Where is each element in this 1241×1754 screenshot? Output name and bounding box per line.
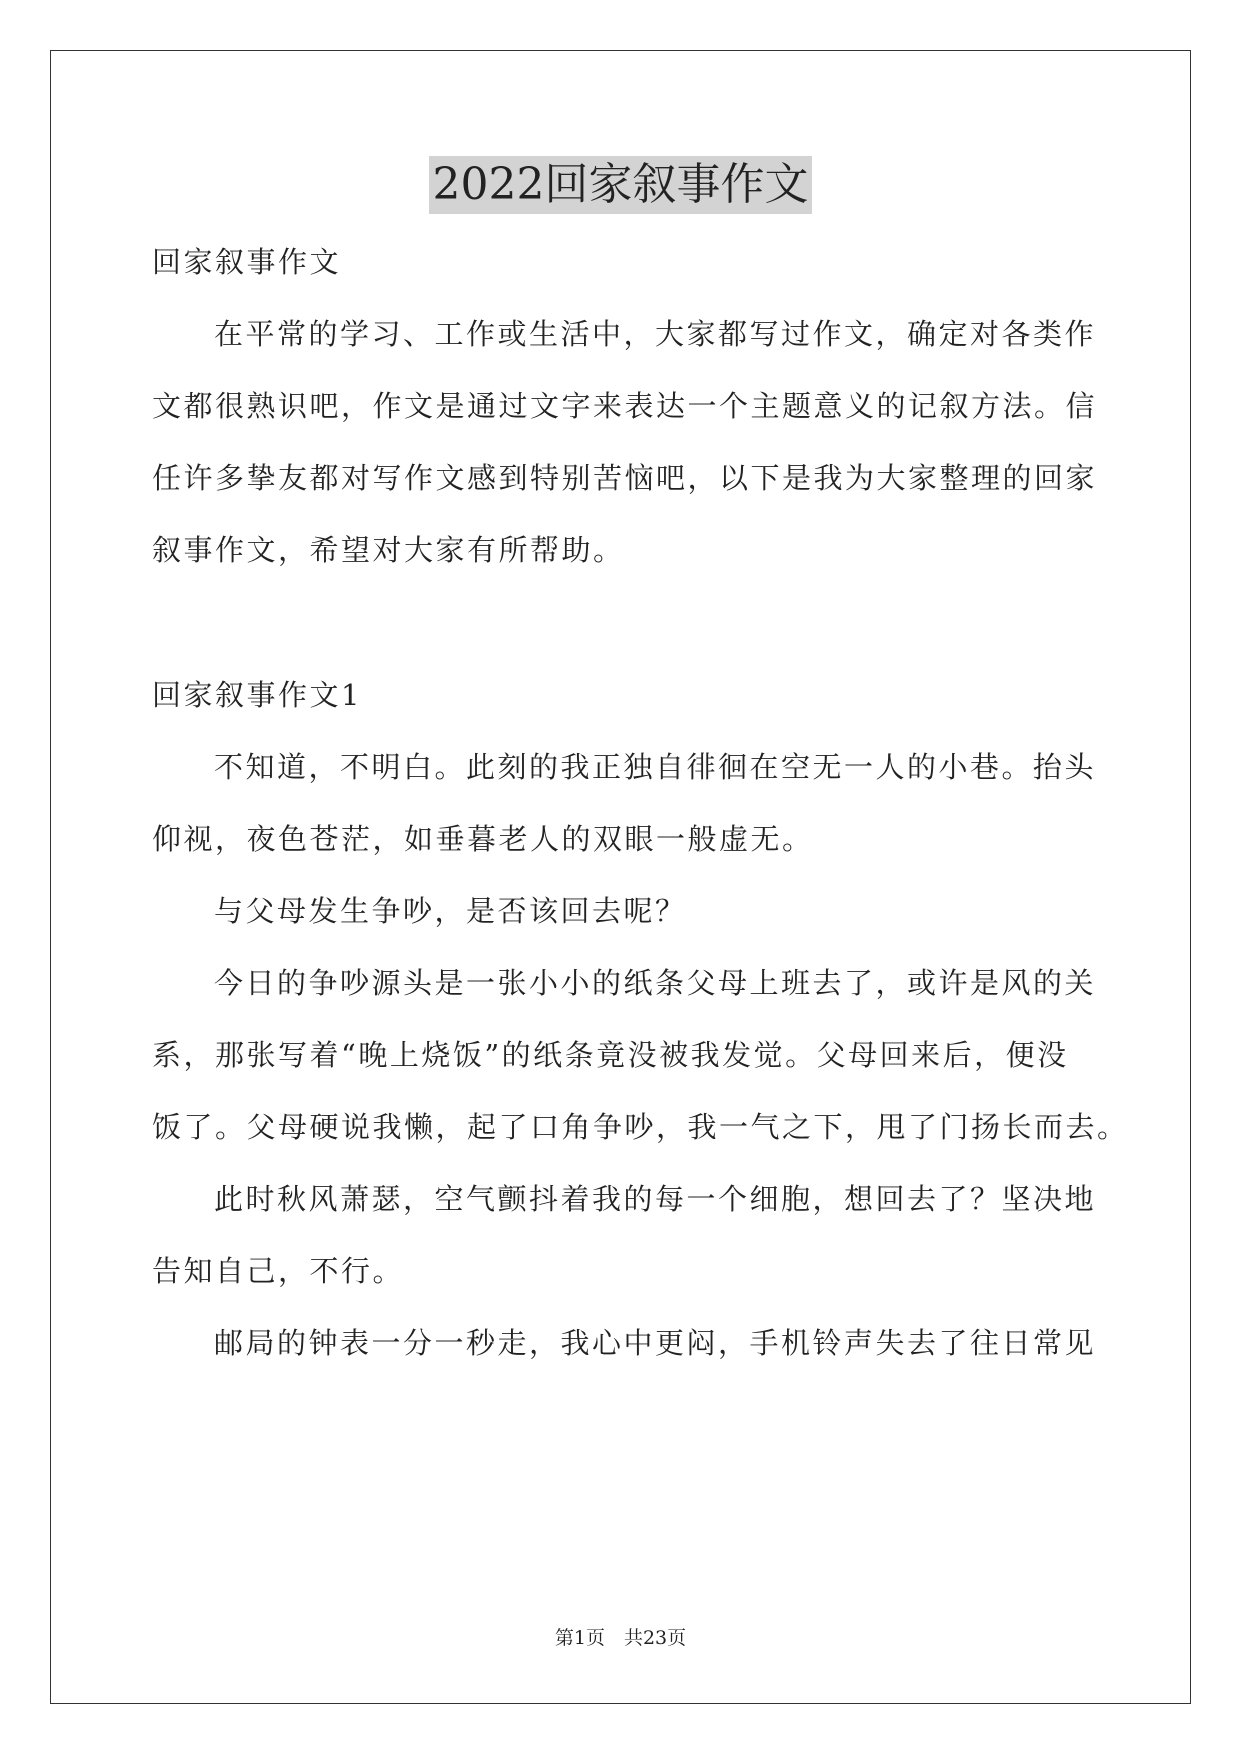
paragraph-line: 文都很熟识吧，作文是通过文字来表达一个主题意义的记叙方法。信 (152, 389, 1098, 423)
paragraph-line: 此时秋风萧瑟，空气颤抖着我的每一个细胞，想回去了？坚决地 (214, 1182, 1097, 1216)
paragraph-line: 任许多挚友都对写作文感到特别苦恼吧，以下是我为大家整理的回家 (152, 461, 1098, 495)
document-title-wrap (0, 156, 1241, 214)
paragraph-line: 叙事作文，希望对大家有所帮助。 (152, 533, 625, 567)
paragraph-line: 今日的争吵源头是一张小小的纸条父母上班去了，或许是风的关 (214, 966, 1097, 1000)
section-heading: 回家叙事作文1 (152, 678, 362, 712)
page-number: 第1页 共23页 (554, 1627, 687, 1649)
paragraph-line: 仰视，夜色苍茫，如垂暮老人的双眼一般虚无。 (152, 822, 814, 856)
paragraph-line: 告知自己，不行。 (152, 1254, 405, 1288)
document-title: 2022回家叙事作文 (429, 156, 813, 214)
paragraph-line: 系，那张写着“晚上烧饭”的纸条竟没被我发觉。父母回来后，便没 (152, 1038, 1069, 1072)
paragraph-line: 不知道，不明白。此刻的我正独自徘徊在空无一人的小巷。抬头 (214, 750, 1097, 784)
page-border (50, 50, 1191, 1704)
section-heading: 回家叙事作文 (152, 245, 342, 279)
paragraph-line: 饭了。父母硬说我懒，起了口角争吵，我一气之下，甩了门扬长而去。 (152, 1110, 1129, 1144)
paragraph-line: 与父母发生争吵，是否该回去呢？ (214, 894, 687, 928)
paragraph-line: 在平常的学习、工作或生活中，大家都写过作文，确定对各类作 (214, 317, 1097, 351)
paragraph-line: 邮局的钟表一分一秒走，我心中更闷，手机铃声失去了往日常见 (214, 1326, 1097, 1360)
